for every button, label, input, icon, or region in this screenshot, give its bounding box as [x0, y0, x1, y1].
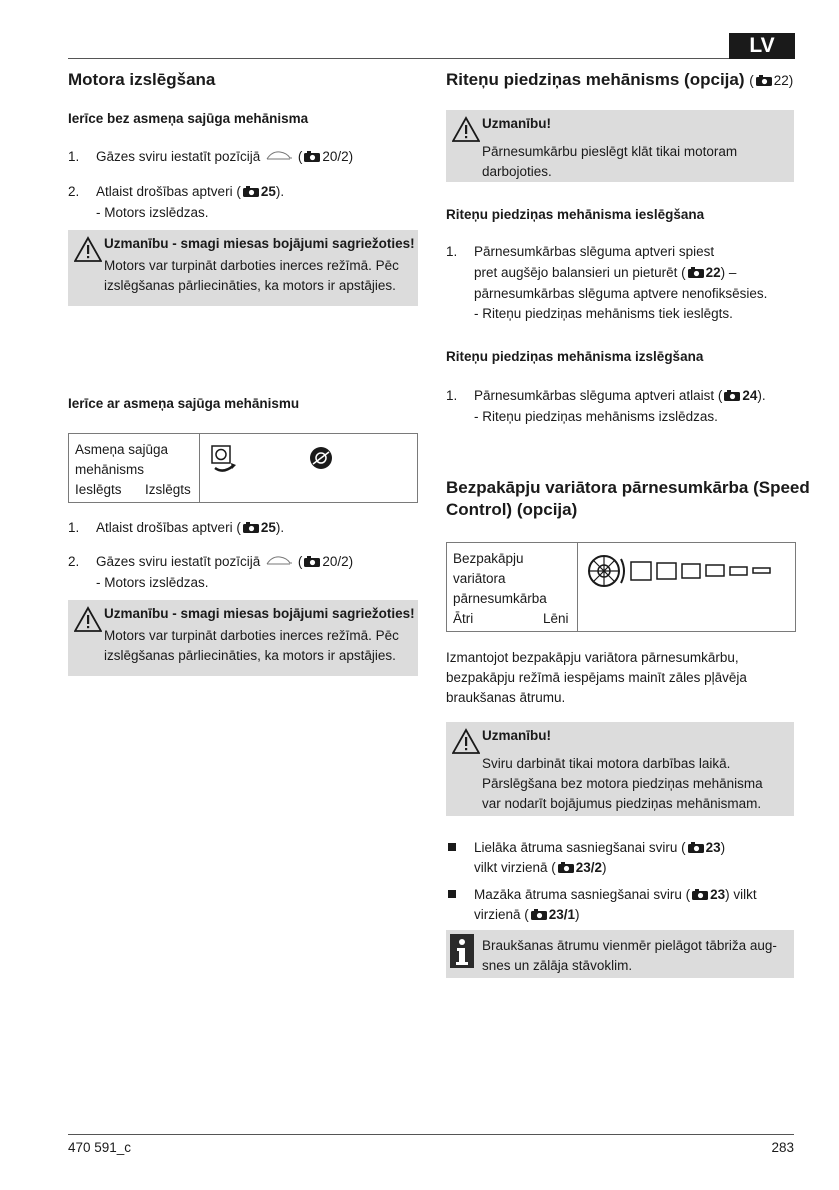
step-text: pārnesumkārbas slēguma aptvere nenofiksēsies. — [474, 286, 768, 301]
step-1-safety-bar — [68, 518, 408, 538]
warning-icon — [452, 116, 480, 142]
subheading-drive-off: Riteņu piedziņas mehānisma izslēgšana — [446, 349, 704, 364]
warning-title: Uzmanību - smagi miesas bojājumi sagriežoties! — [104, 236, 415, 251]
blade-clutch-on-icon — [209, 444, 239, 474]
table-label: Bezpakāpju — [453, 551, 524, 566]
subheading-no-blade-clutch: Ierīce bez asmeņa sajūga mehānisma — [68, 111, 309, 126]
bullet-text: vilkt virzienā ( 23/2) — [474, 860, 607, 875]
warning-icon — [74, 236, 102, 262]
camera-icon — [688, 267, 704, 278]
table-label: variātora — [453, 571, 506, 586]
section-title-speed-control-2: Control) (opcija) — [446, 500, 578, 519]
step-2-throttle — [68, 552, 408, 592]
step-number: 2. — [68, 554, 80, 569]
camera-icon — [304, 556, 320, 567]
step-text: Pārnesumkārbas slēguma aptveri spiest — [474, 244, 715, 259]
warning-text: Sviru darbināt tikai motora darbības laikā. — [482, 756, 731, 771]
step-text: Gāzes sviru iestatīt pozīcijā ( 20/2) — [96, 554, 354, 569]
section-title-speed-control: Bezpakāpju variātora pārnesumkārba (Speed — [446, 478, 810, 497]
table-label-cell — [69, 434, 200, 502]
table-label: pārnesumkārba — [453, 591, 547, 606]
warning-title: Uzmanību - smagi miesas bojājumi sagriežoties! — [104, 606, 415, 621]
table-label-off: Izslēgts — [145, 482, 191, 497]
camera-icon — [756, 75, 772, 86]
step-result: - Motors izslēdzas. — [96, 575, 209, 590]
table-label-fast: Ātri — [453, 611, 474, 626]
warning-text: izslēgšanas pārliecināties, ka motors ir apstājies. — [104, 648, 396, 663]
step-text: Pārnesumkārbas slēguma aptveri atlaist ( 24). — [474, 388, 766, 403]
warning-text: Motors var turpināt darboties inerces režīmā. Pēc — [104, 258, 399, 273]
turtle-icon — [264, 555, 294, 567]
step-number: 1. — [446, 244, 458, 259]
bullet-marker — [448, 890, 456, 898]
step-text: Atlaist drošības aptveri ( 25). — [96, 184, 285, 199]
language-badge: LV — [729, 33, 795, 59]
step-1-throttle — [68, 147, 408, 167]
camera-icon — [243, 186, 259, 197]
warning-icon — [452, 728, 480, 754]
warning-icon — [74, 606, 102, 632]
warning-text: Pārslēgšana bez motora piedziņas mehānisma — [482, 776, 763, 791]
table-label: Asmeņa sajūga — [75, 442, 169, 457]
camera-icon — [531, 909, 547, 920]
subheading-with-blade-clutch: Ierīce ar asmeņa sajūga mehānismu — [68, 396, 300, 411]
step-number: 1. — [446, 388, 458, 403]
bullet-text: Mazāka ātruma sasniegšanai sviru ( 23) vilkt — [474, 887, 757, 902]
step-result: - Riteņu piedziņas mehānisms izslēdzas. — [474, 409, 718, 424]
bullet-text: virzienā ( 23/1) — [474, 907, 580, 922]
camera-icon — [692, 889, 708, 900]
camera-icon — [558, 862, 574, 873]
page-number: 283 — [771, 1140, 794, 1155]
document-id: 470 591_c — [68, 1140, 132, 1155]
table-label-slow: Lēni — [543, 611, 569, 626]
speed-scale-icon — [587, 551, 792, 591]
section-title-motor-stop: Motora izslēgšana — [68, 70, 216, 89]
top-rule — [68, 58, 794, 59]
step-2-safety-bar — [68, 182, 408, 222]
bullet-marker — [448, 843, 456, 851]
bottom-rule — [68, 1134, 794, 1135]
warning-title: Uzmanību! — [482, 728, 551, 743]
section-title-wheel-drive: Riteņu piedziņas mehānisms (opcija) ( 22) — [446, 70, 794, 89]
table-label-on: Ieslēgts — [75, 482, 122, 497]
bullet-slower — [446, 885, 794, 925]
warning-text: izslēgšanas pārliecināties, ka motors ir apstājies. — [104, 278, 396, 293]
warning-box-speed — [446, 722, 794, 816]
blade-clutch-table — [68, 433, 418, 503]
step-text: Gāzes sviru iestatīt pozīcijā ( 20/2) — [96, 149, 354, 164]
step-drive-on — [446, 242, 794, 322]
step-result: - Riteņu piedziņas mehānisms tiek ieslēgts. — [474, 306, 733, 321]
warning-text: Motors var turpināt darboties inerces režīmā. Pēc — [104, 628, 399, 643]
step-number: 2. — [68, 184, 80, 199]
camera-icon — [243, 522, 259, 533]
step-text: pret augšējo balansieri un pieturēt ( 22) – — [474, 265, 737, 280]
warning-box-gear — [446, 110, 794, 182]
paragraph-line: braukšanas ātrumu. — [446, 690, 566, 705]
warning-box-1 — [68, 230, 418, 306]
warning-text: Pārnesumkārbu pieslēgt klāt tikai motoram — [482, 144, 738, 159]
blade-clutch-off-icon — [307, 444, 335, 472]
warning-box-2 — [68, 600, 418, 676]
table-label: mehānisms — [75, 462, 145, 477]
step-text: Atlaist drošības aptveri ( 25). — [96, 520, 285, 535]
camera-icon — [724, 390, 740, 401]
warning-title: Uzmanību! — [482, 116, 551, 131]
paragraph-line: bezpakāpju režīmā iespējams mainīt zāles pļāvēja — [446, 670, 747, 685]
step-drive-off — [446, 386, 794, 426]
table-label-cell — [447, 543, 578, 631]
warning-text: var nodarīt bojājumus piedziņas mehānismam. — [482, 796, 762, 811]
speed-control-table — [446, 542, 796, 632]
step-number: 1. — [68, 520, 80, 535]
info-icon — [450, 934, 474, 968]
bullet-text: Lielāka ātruma sasniegšanai sviru ( 23) — [474, 840, 726, 855]
bullet-faster — [446, 838, 794, 878]
paragraph-line: Izmantojot bezpakāpju variātora pārnesumkārbu, — [446, 650, 739, 665]
turtle-icon — [264, 150, 294, 162]
subheading-drive-on: Riteņu piedziņas mehānisma ieslēgšana — [446, 207, 705, 222]
camera-icon — [304, 151, 320, 162]
warning-text: darbojoties. — [482, 164, 552, 179]
info-text: snes un zālāja stāvoklim. — [482, 958, 633, 973]
step-number: 1. — [68, 149, 80, 164]
step-result: - Motors izslēdzas. — [96, 205, 209, 220]
info-box — [446, 930, 794, 978]
camera-icon — [688, 842, 704, 853]
info-text: Braukšanas ātrumu vienmēr pielāgot tābriža aug- — [482, 938, 777, 953]
